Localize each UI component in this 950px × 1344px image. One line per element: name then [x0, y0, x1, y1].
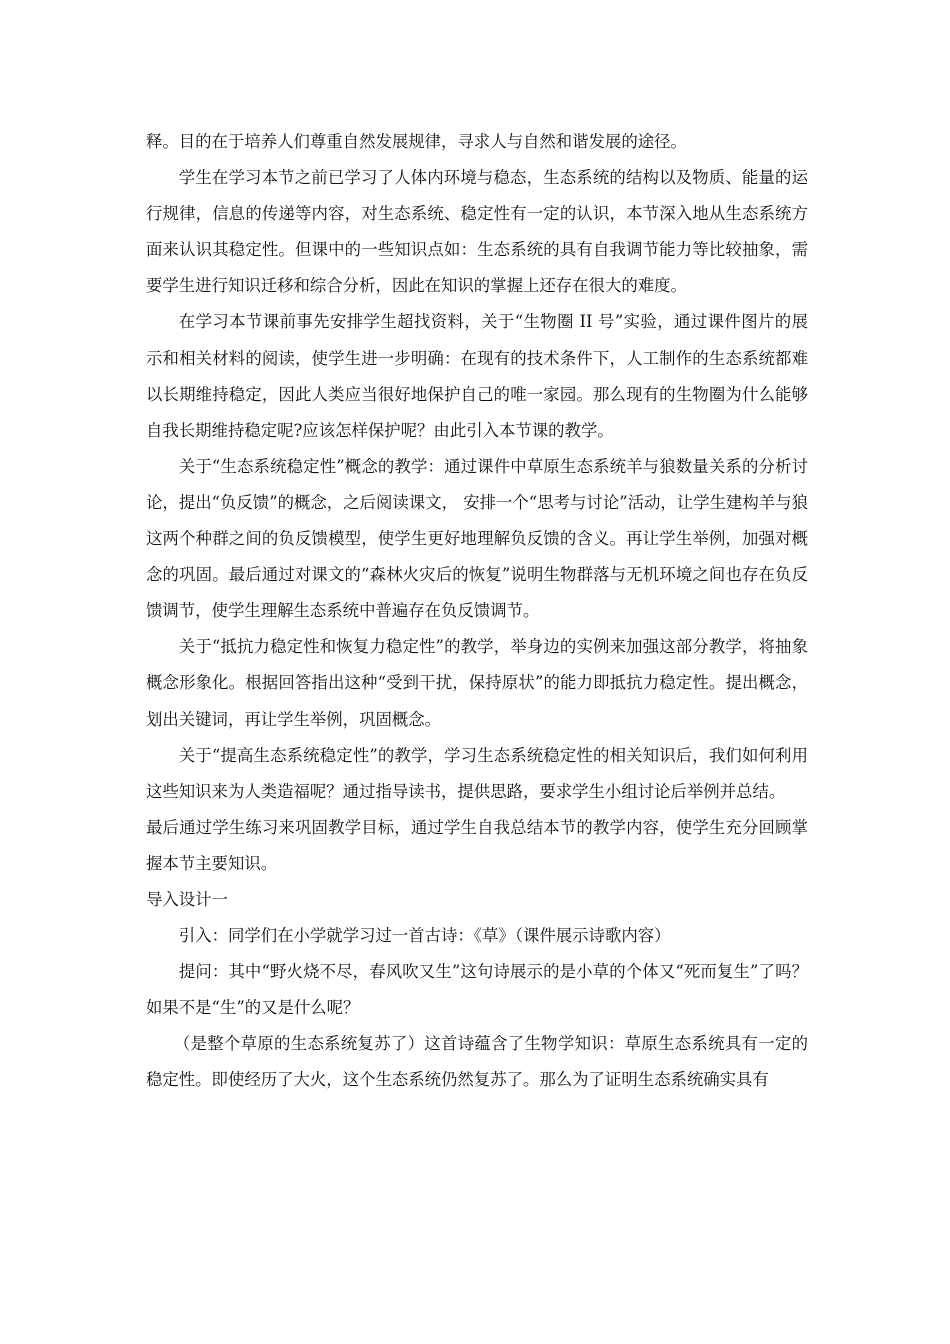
paragraph-stability-concept: 关于“生态系统稳定性”概念的教学：通过课件中草原生态系统羊与狼数量关系的分析讨论，提出“负反馈”的概念，之后阅读课文， 安排一个“思考与讨论”活动，让学生建构羊与狼这两个种群之间的负反馈模型，使学生更好地理解负反馈的含义。再让学生举例，加强对概念的巩固。最后通过对课文的“森林火灾后的恢复”说明生物群落与无机环境之间也存在负反馈调节，使学生理解生态系统中普遍存在负反馈调节。 — [146, 456, 808, 621]
document-body — [146, 124, 808, 1099]
paragraph-summary: 最后通过学生练习来巩固教学目标，通过学生自我总结本节的教学内容，使学生充分回顾掌握本节主要知识。 — [146, 817, 808, 873]
paragraph-student-background: 学生在学习本节之前已学习了人体内环境与稳态，生态系统的结构以及物质、能量的运行规律，信息的传递等内容，对生态系统、稳定性有一定的认识，本节深入地从生态系统方面来认识其稳定性。但课中的一些知识点如：生态系统的具有自我调节能力等比较抽象，需要学生进行知识迁移和综合分析，因此在知识的掌握上还存在很大的难度。 — [146, 168, 808, 296]
paragraph-question: 提问：其中“野火烧不尽，春风吹又生”这句诗展示的是小草的个体又“死而复生”了吗？如果不是“生”的又是什么呢？ — [146, 962, 808, 1018]
paragraph-improve-stability: 关于“提高生态系统稳定性”的教学，学习生态系统稳定性的相关知识后，我们如何利用这些知识来为人类造福呢？通过指导读书，提供思路，要求学生小组讨论后举例并总结。 — [146, 745, 808, 801]
paragraph-biosphere-intro: 在学习本节课前事先安排学生超找资料，关于“生物圈 II 号”实验，通过课件图片的展示和相关材料的阅读，使学生进一步明确：在现有的技术条件下，人工制作的生态系统都难以长期维持稳定，因此人类应当很好地保护自己的唯一家园。那么现有的生物圈为什么能够自我长期维持稳定呢?应该怎样保护呢？由此引入本节课的教学。 — [146, 312, 808, 440]
paragraph-introduction: 引入：同学们在小学就学习过一首古诗：《草》（课件展示诗歌内容） — [178, 926, 671, 946]
paragraph-resistance-resilience: 关于“抵抗力稳定性和恢复力稳定性”的教学，举身边的实例来加强这部分教学，将抽象概念形象化。根据回答指出这种“受到干扰，保持原状”的能力即抵抗力稳定性。提出概念，划出关键词，再让学生举例，巩固概念。 — [146, 637, 808, 729]
paragraph-continuation: 释。目的在于培养人们尊重自然发展规律，寻求人与自然和谐发展的途径。 — [146, 132, 687, 151]
paragraph-answer: （是整个草原的生态系统复苏了）这首诗蕴含了生物学知识：草原生态系统具有一定的稳定性。即使经历了大火，这个生态系统仍然复苏了。那么为了证明生态系统确实具有 — [146, 1034, 808, 1090]
section-heading-intro-design: 导入设计一 — [146, 889, 228, 909]
